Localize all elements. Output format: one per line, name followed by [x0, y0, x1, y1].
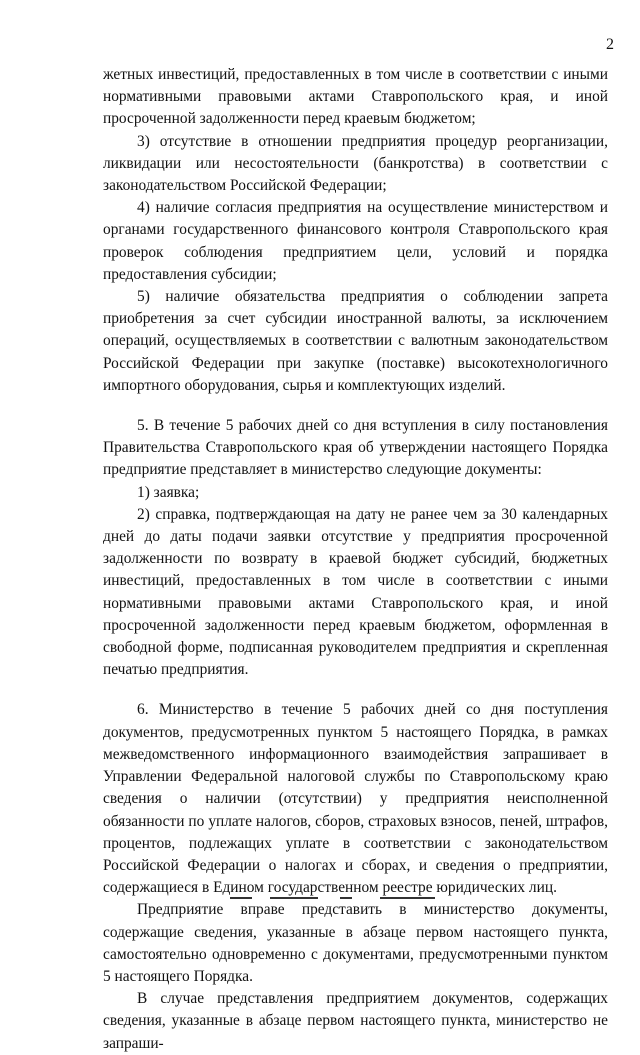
scan-artifact-marks [230, 897, 440, 901]
section-gap [103, 397, 608, 415]
paragraph-item-4: 4) наличие согласия предприятия на осуществление министерством и органами государственного финансового контроля Ставропольского края проверок соблюдения предприятием цели, условий и порядка предоставления субсидии; [103, 199, 608, 283]
section-gap [103, 681, 608, 699]
paragraph-item-3: 3) отсутствие в отношении предприятия процедур реорганизации, ликвидации или несостоятельности (банкротства) в соответствии с законодательством Российской Федерации; [103, 132, 608, 195]
page-number: 2 [606, 36, 614, 53]
section-6-intro: 6. Министерство в течение 5 рабочих дней со дня поступления документов, предусмотренных пунктом 5 настоящего Порядка, в рамках межведомственного информационного взаимодействия запрашивает в Управлении Федеральной налоговой службы по Ставропольскому краю сведения о наличии (отсутствии) у предприятия неисполненной обязанности по уплате налогов, сборов, страховых взносов, пеней, штрафов, процентов, подлежащих уплате в соответствии с законодательством Российской Федерации о налогах и сборах, и сведения о предприятии, содержащиеся в Едином государственном реестре юридических лиц. [103, 701, 608, 897]
section-5-intro: 5. В течение 5 рабочих дней со дня вступления в силу постановления Правительства Ставропольского края об утверждении настоящего Порядка предприятие представляет в министерство следующие документы: [103, 417, 608, 479]
section-5-item-1: 1) заявка; [137, 483, 200, 501]
document-body [103, 64, 608, 1055]
paragraph-item-5: 5) наличие обязательства предприятия о соблюдении запрета приобретения за счет субсидии иностранной валюты, за исключением операций, осуществляемых в соответствии с валютным законодательством Российской Федерации при закупке (поставке) высокотехнологичного импортного оборудования, сырья и комплектующих изделий. [103, 288, 608, 394]
section-6-paragraph-2: Предприятие вправе представить в министерство документы, содержащие сведения, указанные в абзаце первом настоящего пункта, самостоятельно одновременно с документами, предусмотренными пунктом 5 настоящего Порядка. [103, 901, 608, 985]
section-5-item-2: 2) справка, подтверждающая на дату не ранее чем за 30 календарных дней до даты подачи заявки отсутствие у предприятия просроченной задолженности по возврату в краевой бюджет субсидий, бюджетных инвестиций, предоставленных в том числе в соответствии с иными нормативными правовыми актами Ставропольского края, и иной просроченной задолженности перед краевым бюджетом, оформленная в свободной форме, подписанная руководителем предприятия и скрепленная печатью предприятия. [103, 505, 608, 679]
paragraph-continuation: жетных инвестиций, предоставленных в том числе в соответствии с иными нормативными правовыми актами Ставропольского края, и иной просроченной задолженности перед краевым бюджетом; [103, 66, 608, 128]
section-6-paragraph-3: В случае представления предприятием документов, содержащих сведения, указанные в абзаце первом настоящего пункта, министерство не запраши- [103, 990, 608, 1052]
